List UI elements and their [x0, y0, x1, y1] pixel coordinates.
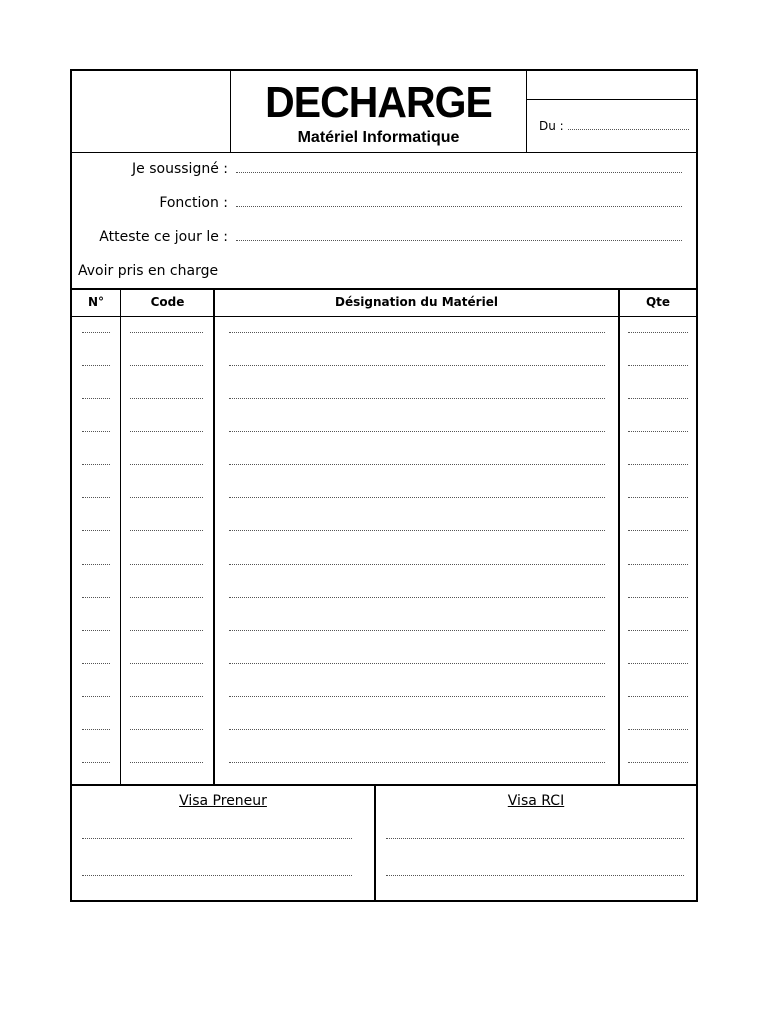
designation-cell[interactable] — [229, 714, 605, 747]
fonction-field[interactable] — [72, 195, 682, 211]
atteste-label: Atteste ce jour le : — [99, 229, 228, 245]
table-row — [72, 350, 696, 383]
cell-dotted-line — [229, 564, 605, 565]
cell-dotted-line — [130, 729, 203, 730]
atteste-field[interactable] — [72, 229, 682, 245]
numero-cell[interactable] — [82, 317, 110, 350]
qte-cell[interactable] — [628, 482, 688, 515]
code-cell[interactable] — [130, 714, 203, 747]
table-row — [72, 416, 696, 449]
column-header-qte: Qte — [645, 295, 671, 309]
qte-cell[interactable] — [628, 383, 688, 416]
code-cell[interactable] — [130, 449, 203, 482]
table-row — [72, 383, 696, 416]
qte-cell[interactable] — [628, 582, 688, 615]
cell-dotted-line — [628, 696, 688, 697]
numero-cell[interactable] — [82, 449, 110, 482]
form-header — [72, 71, 696, 153]
cell-dotted-line — [628, 497, 688, 498]
numero-cell[interactable] — [82, 416, 110, 449]
qte-cell[interactable] — [628, 317, 688, 350]
cell-dotted-line — [82, 530, 110, 531]
designation-cell[interactable] — [229, 582, 605, 615]
numero-cell[interactable] — [82, 383, 110, 416]
code-cell[interactable] — [130, 615, 203, 648]
qte-cell[interactable] — [628, 681, 688, 714]
date-field[interactable] — [539, 119, 689, 133]
cell-dotted-line — [229, 332, 605, 333]
cell-dotted-line — [229, 398, 605, 399]
cell-dotted-line — [82, 398, 110, 399]
table-header — [72, 289, 696, 317]
cell-dotted-line — [229, 762, 605, 763]
cell-dotted-line — [130, 762, 203, 763]
visa-preneur-dotted-line[interactable] — [82, 875, 352, 876]
numero-cell[interactable] — [82, 482, 110, 515]
code-cell[interactable] — [130, 549, 203, 582]
cell-dotted-line — [229, 530, 605, 531]
designation-cell[interactable] — [229, 416, 605, 449]
column-header-designation: Désignation du Matériel — [335, 295, 498, 309]
designation-cell[interactable] — [229, 449, 605, 482]
qte-cell[interactable] — [628, 350, 688, 383]
qte-cell[interactable] — [628, 549, 688, 582]
column-header-code: Code — [150, 295, 185, 309]
fonction-label: Fonction : — [159, 195, 228, 211]
document-subtitle: Matériel Informatique — [297, 129, 460, 146]
visa-rci-dotted-line[interactable] — [386, 875, 684, 876]
table-row — [72, 317, 696, 350]
cell-dotted-line — [130, 497, 203, 498]
cell-dotted-line — [130, 398, 203, 399]
decharge-form — [70, 69, 698, 902]
cell-dotted-line — [628, 630, 688, 631]
cell-dotted-line — [130, 365, 203, 366]
numero-cell[interactable] — [82, 350, 110, 383]
table-row — [72, 714, 696, 747]
cell-dotted-line — [82, 332, 110, 333]
table-row — [72, 648, 696, 681]
designation-cell[interactable] — [229, 681, 605, 714]
qte-cell[interactable] — [628, 747, 688, 780]
cell-dotted-line — [628, 729, 688, 730]
numero-cell[interactable] — [82, 615, 110, 648]
table-row — [72, 681, 696, 714]
designation-cell[interactable] — [229, 482, 605, 515]
designation-cell[interactable] — [229, 515, 605, 548]
code-cell[interactable] — [130, 317, 203, 350]
visa-preneur-box — [72, 784, 376, 900]
qte-cell[interactable] — [628, 714, 688, 747]
cell-dotted-line — [130, 663, 203, 664]
cell-dotted-line — [628, 365, 688, 366]
numero-cell[interactable] — [82, 648, 110, 681]
avoir-label: Avoir pris en charge — [78, 263, 219, 279]
visa-preneur-dotted-line[interactable] — [82, 838, 352, 839]
qte-cell[interactable] — [628, 416, 688, 449]
numero-cell[interactable] — [82, 714, 110, 747]
cell-dotted-line — [82, 630, 110, 631]
designation-cell[interactable] — [229, 747, 605, 780]
code-cell[interactable] — [130, 648, 203, 681]
cell-dotted-line — [130, 464, 203, 465]
cell-dotted-line — [229, 464, 605, 465]
cell-dotted-line — [229, 663, 605, 664]
numero-cell[interactable] — [82, 582, 110, 615]
cell-dotted-line — [229, 597, 605, 598]
header-title-box — [231, 71, 527, 152]
soussigne-label: Je soussigné : — [132, 161, 228, 177]
code-cell[interactable] — [130, 383, 203, 416]
cell-dotted-line — [130, 332, 203, 333]
cell-dotted-line — [628, 398, 688, 399]
cell-dotted-line — [82, 564, 110, 565]
cell-dotted-line — [82, 597, 110, 598]
cell-dotted-line — [82, 663, 110, 664]
cell-dotted-line — [628, 564, 688, 565]
designation-cell[interactable] — [229, 615, 605, 648]
cell-dotted-line — [130, 630, 203, 631]
table-row — [72, 515, 696, 548]
table-row — [72, 549, 696, 582]
cell-dotted-line — [82, 431, 110, 432]
identity-section — [72, 152, 696, 290]
date-label: Du : — [539, 119, 564, 133]
cell-dotted-line — [628, 332, 688, 333]
code-cell[interactable] — [130, 747, 203, 780]
cell-dotted-line — [82, 365, 110, 366]
date-dotted-line — [568, 129, 689, 130]
visa-rci-label: Visa RCI — [507, 793, 565, 809]
cell-dotted-line — [82, 464, 110, 465]
numero-cell[interactable] — [82, 515, 110, 548]
header-date-box — [527, 71, 696, 152]
designation-cell[interactable] — [229, 317, 605, 350]
cell-dotted-line — [82, 497, 110, 498]
code-cell[interactable] — [130, 582, 203, 615]
materiel-table — [72, 289, 696, 786]
header-logo-box — [72, 71, 231, 152]
cell-dotted-line — [130, 597, 203, 598]
cell-dotted-line — [628, 431, 688, 432]
table-row — [72, 747, 696, 780]
cell-dotted-line — [229, 696, 605, 697]
qte-cell[interactable] — [628, 515, 688, 548]
qte-cell[interactable] — [628, 449, 688, 482]
cell-dotted-line — [82, 729, 110, 730]
numero-cell[interactable] — [82, 747, 110, 780]
cell-dotted-line — [82, 762, 110, 763]
qte-cell[interactable] — [628, 648, 688, 681]
cell-dotted-line — [628, 762, 688, 763]
code-cell[interactable] — [130, 350, 203, 383]
visa-rci-dotted-line[interactable] — [386, 838, 684, 839]
header-reference-cell — [527, 71, 696, 100]
atteste-dotted-line — [236, 240, 682, 241]
column-header-numero: N° — [87, 295, 105, 309]
soussigne-field[interactable] — [72, 161, 682, 177]
designation-cell[interactable] — [229, 648, 605, 681]
numero-cell[interactable] — [82, 549, 110, 582]
visa-rci-box — [376, 784, 696, 900]
soussigne-dotted-line — [236, 172, 682, 173]
cell-dotted-line — [229, 497, 605, 498]
numero-cell[interactable] — [82, 681, 110, 714]
cell-dotted-line — [130, 564, 203, 565]
designation-cell[interactable] — [229, 549, 605, 582]
cell-dotted-line — [82, 696, 110, 697]
cell-dotted-line — [229, 431, 605, 432]
cell-dotted-line — [628, 464, 688, 465]
cell-dotted-line — [628, 663, 688, 664]
visa-preneur-label: Visa Preneur — [179, 793, 267, 809]
document-title: DECHARGE — [265, 78, 492, 127]
cell-dotted-line — [628, 597, 688, 598]
cell-dotted-line — [130, 696, 203, 697]
cell-dotted-line — [628, 530, 688, 531]
designation-cell[interactable] — [229, 350, 605, 383]
cell-dotted-line — [130, 431, 203, 432]
cell-dotted-line — [229, 729, 605, 730]
code-cell[interactable] — [130, 681, 203, 714]
code-cell[interactable] — [130, 416, 203, 449]
designation-cell[interactable] — [229, 383, 605, 416]
fonction-dotted-line — [236, 206, 682, 207]
qte-cell[interactable] — [628, 615, 688, 648]
code-cell[interactable] — [130, 515, 203, 548]
table-row — [72, 482, 696, 515]
cell-dotted-line — [229, 630, 605, 631]
table-row — [72, 582, 696, 615]
table-row — [72, 615, 696, 648]
cell-dotted-line — [229, 365, 605, 366]
cell-dotted-line — [130, 530, 203, 531]
code-cell[interactable] — [130, 482, 203, 515]
table-row — [72, 449, 696, 482]
